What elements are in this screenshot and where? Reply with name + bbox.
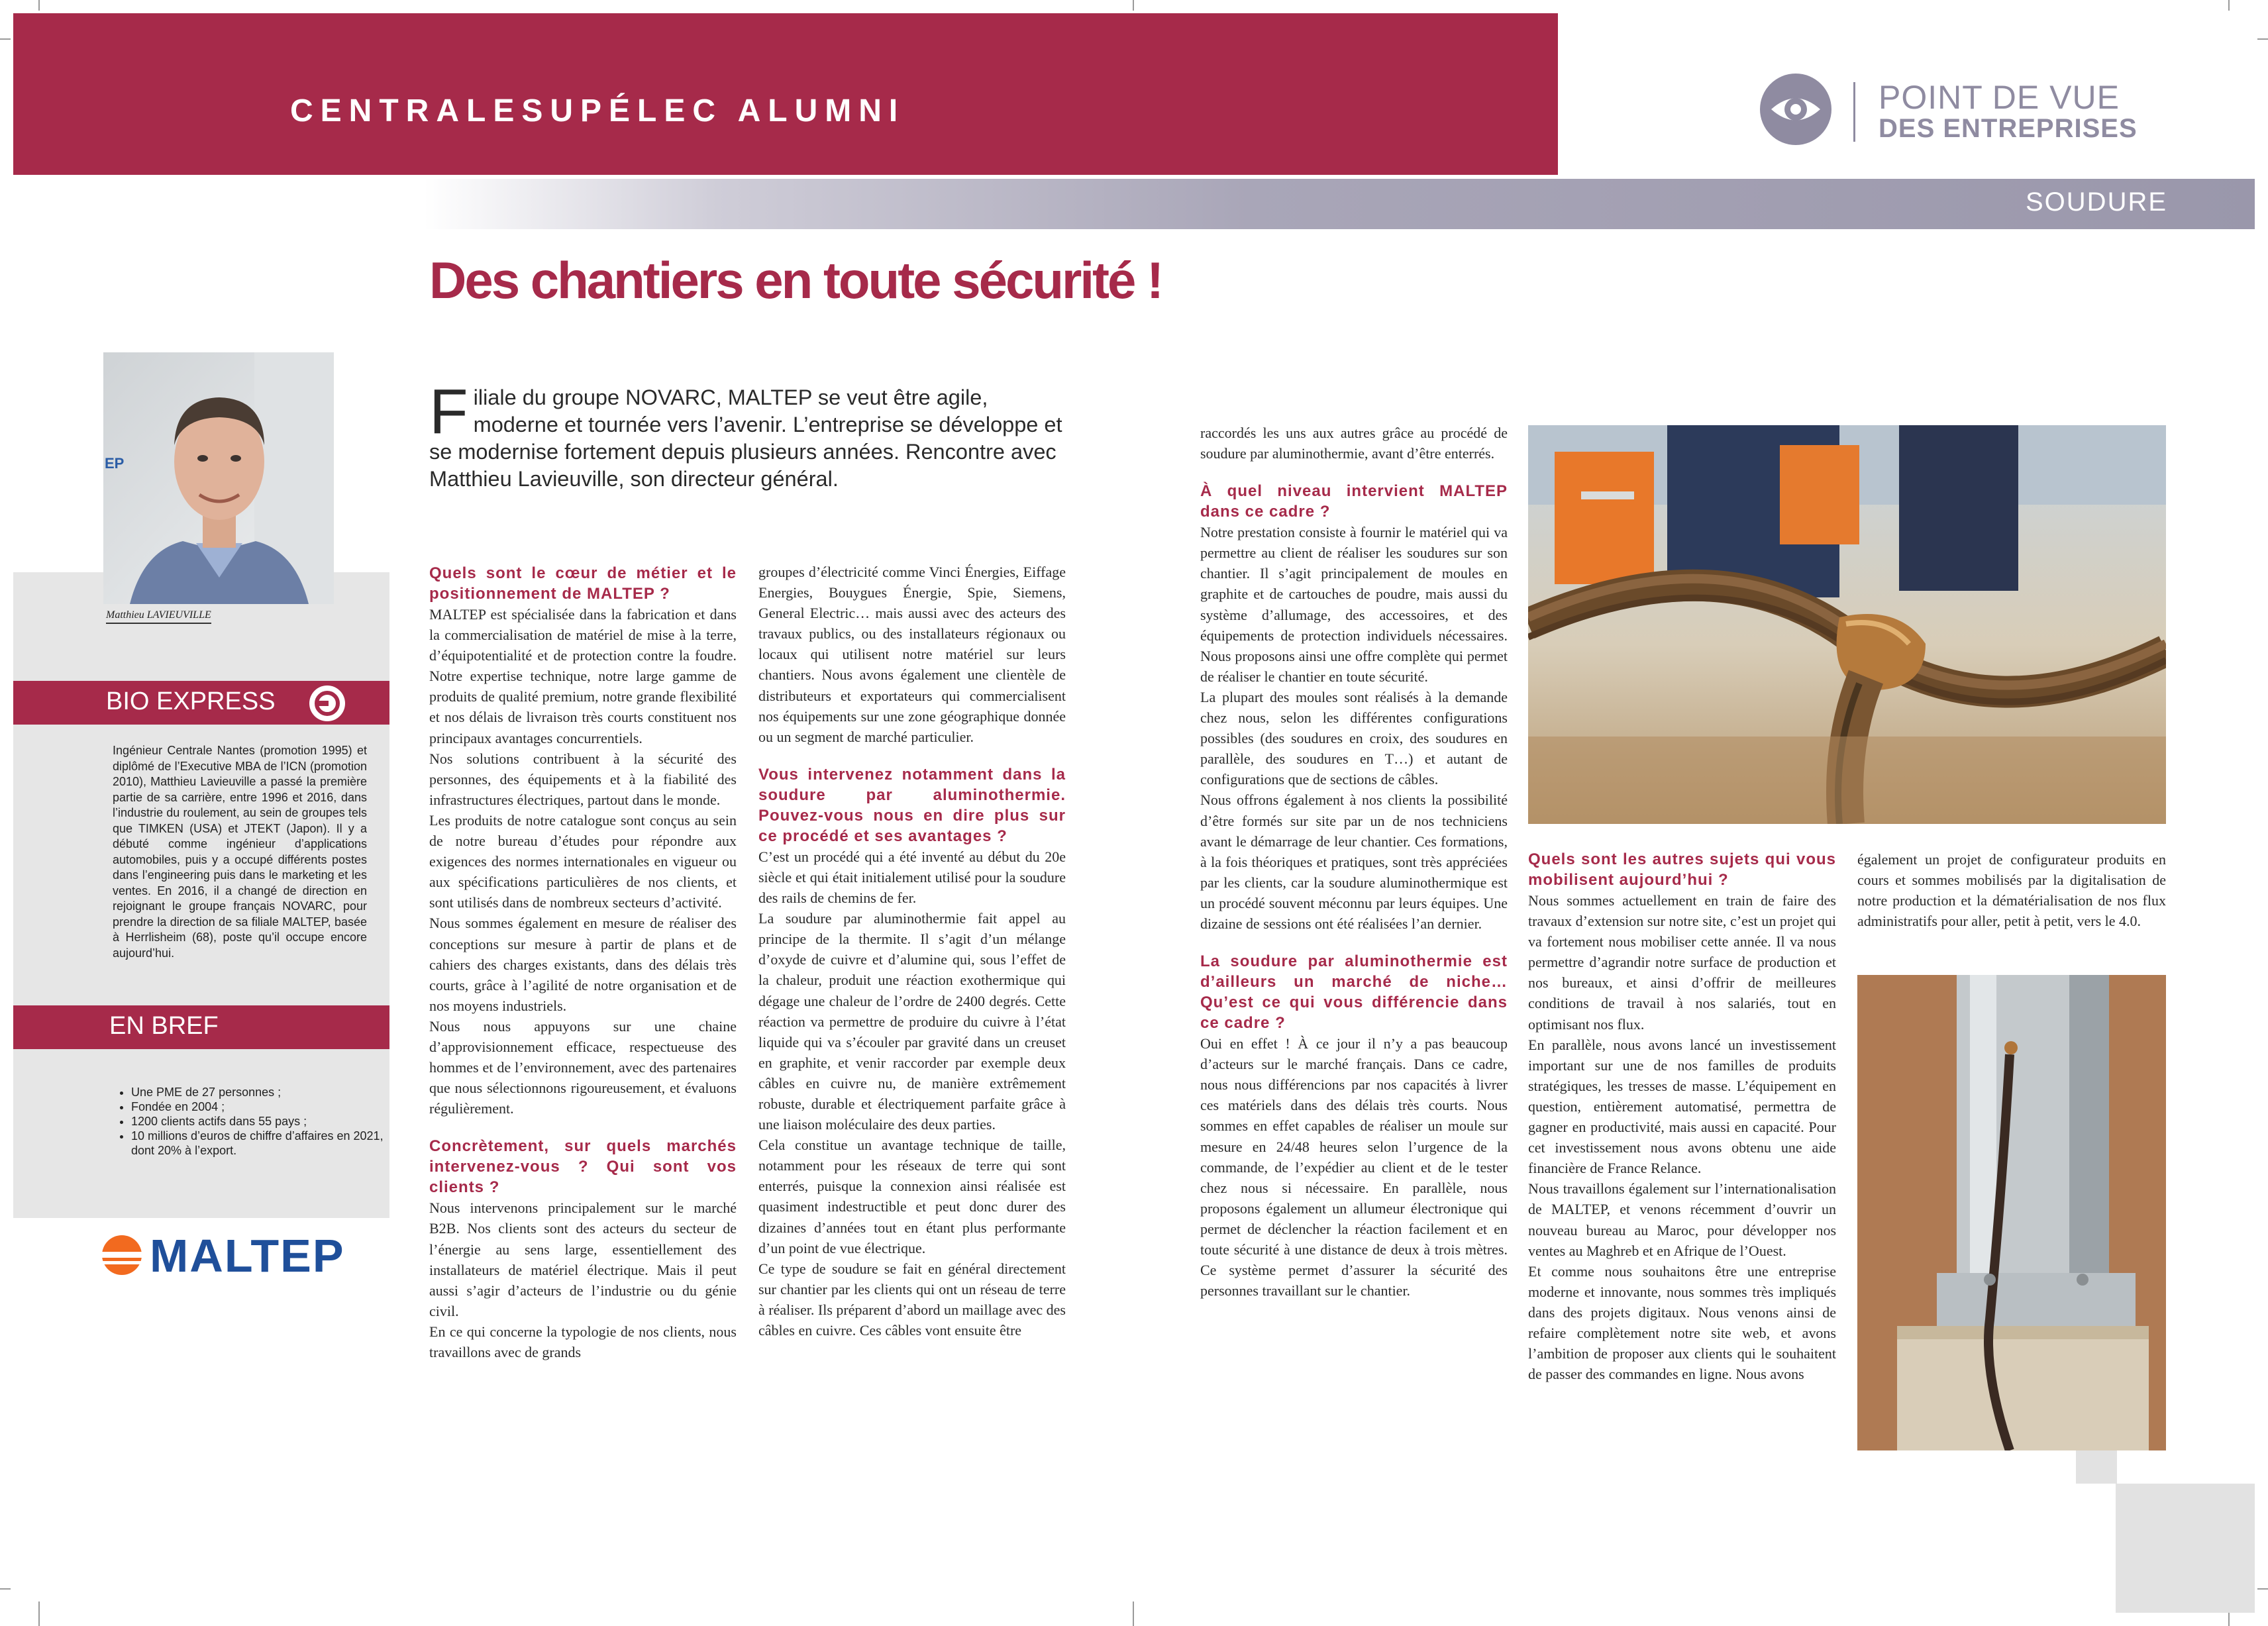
en-bref-title: EN BREF <box>109 1012 219 1040</box>
article-paragraph: Nous intervenons principalement sur le marché B2B. Nos clients sont des acteurs du secteur de l’énergie au sens large, essentiellement des installateurs de matériel électrique. Mais il peut aussi s’agir d’acteurs de l’industrie ou du génie civil. <box>429 1199 737 1319</box>
article-column-1 <box>429 563 737 1362</box>
article-question: Quels sont les autres sujets qui vous mobilisent aujourd’hui ? <box>1528 850 1836 889</box>
article-question: À quel niveau intervient MALTEP dans ce cadre ? <box>1200 482 1508 521</box>
article-paragraph: raccordés les uns aux autres grâce au procédé de soudure par aluminothermie, avant d’être enterrés. <box>1200 425 1508 462</box>
bio-express-title: BIO EXPRESS <box>106 687 276 715</box>
drop-cap: F <box>429 376 468 447</box>
crop-mark <box>0 38 11 40</box>
list-item: • Une PME de 27 personnes ; <box>131 1085 396 1099</box>
crop-mark <box>2257 38 2268 40</box>
article-question: Concrètement, sur quels marchés intervenez-vous ? Qui sont vos clients ? <box>429 1137 737 1197</box>
crop-mark <box>38 1601 40 1626</box>
portrait-photo <box>103 352 334 604</box>
list-item: • 1200 clients actifs dans 55 pays ; <box>131 1114 396 1129</box>
crop-mark <box>38 0 40 11</box>
crop-mark <box>2228 0 2230 11</box>
article-intro <box>429 376 1065 493</box>
magazine-brand: CENTRALESUPÉLEC ALUMNI <box>290 93 905 128</box>
section-band <box>424 179 2255 229</box>
en-bref-list <box>115 1085 396 1158</box>
article-title: Des chantiers en toute sécurité ! <box>429 251 1162 309</box>
article-question: La soudure par aluminothermie est d’ailleurs un marché de niche… Qu’est ce qui vous différencie dans ce cadre ? <box>1200 952 1508 1033</box>
article-paragraph: Oui en effet ! À ce jour il n’y a pas beaucoup d’acteurs sur le marché français. Dans ce cadre, nous nous différencions par nos capacités à livrer ces matériels dans des délais très courts. Nous sommes en effet capables de réaliser un moule sur mesure en 24/48 heures selon l’urgence de la commande, de l’expédier au client et de le tester chez nous si nécessaire. En parallèle, nous proposons également un allumeur électronique qui permet de déclencher la réaction facilement et en toute sécurité à une distance de deux à trois mètres. Ce système permet d’assurer la sécurité des personnes travaillant sur le chantier. <box>1200 1035 1508 1299</box>
article-paragraph: Notre prestation consiste à fournir le matériel qui va permettre au client de réaliser les soudures sur son chantier. Il s’agit principalement de moules en graphite et de cartouches de poudre, mais aussi du système d’allumage, des accessoires, et des équipements de protection individuels nécessaires. Nous proposons ainsi une offre complète qui permet de réaliser le chantier en toute sécurité. <box>1200 524 1508 685</box>
crop-mark <box>1133 0 1134 11</box>
bio-express-icon <box>309 685 346 722</box>
article-paragraph: MALTEP est spécialisée dans la fabrication et dans la commercialisation de matériel de mise à la terre, d’équipotentialité et de protection contre la foudre. Notre expertise technique, notre large gamme de produits de qualité premium, notre grande flexibilité et nos délais de livraison très courts constituent nos principaux avantages concurrentiels. <box>429 606 737 746</box>
article-column-5 <box>1857 849 2166 931</box>
article-paragraph: également un projet de configurateur produits en cours et sommes mobilisés par la digitalisation de notre production et la dématérialisation de nos flux administratifs pour aller, petit à petit, vers le 4.0. <box>1857 851 2166 930</box>
article-paragraph: La plupart des moules sont réalisés à la demande chez nous, selon les différentes configurations possibles (des soudures en croix, des soudures en parallèle, des soudures en T…) et autant de configurations que de sections de câbles. <box>1200 688 1508 788</box>
article-column-4 <box>1528 849 1836 1384</box>
article-paragraph: Nous travaillons également sur l’internationalisation de MALTEP, et venons récemment d’ouvrir un nouveau bureau au Maroc, pour développer nos ventes au Maghreb et en Afrique de l’Ouest. <box>1528 1180 1836 1259</box>
article-paragraph: Nous offrons également à nos clients la possibilité d’être formés sur site par un de nos techniciens avant le démarrage de leur chantier. Ces formations, à la fois théoriques et pratiques, sont très appréciées par les clients, car la soudure aluminothermique est un procédé souvent méconnu par leurs équipes. Une dizaine de sessions ont été réalisées l’an dernier. <box>1200 791 1508 932</box>
article-paragraph: En ce qui concerne la typologie de nos clients, nous travaillons avec de grands <box>429 1323 737 1360</box>
crop-mark <box>1133 1601 1134 1626</box>
article-question: Vous intervenez notamment dans la soudure par aluminothermie. Pouvez-vous nous en dire plus sur ce procédé et ses avantages ? <box>758 765 1066 845</box>
article-paragraph: Ce type de soudure se fait en général directement sur chantier par les clients qui ont un réseau de terre à réaliser. Ils préparent d’abord un maillage avec des câbles en cuivre. Ces câbles vont ensuite être <box>758 1260 1066 1339</box>
bio-express-text: Ingénieur Centrale Nantes (promotion 1995) et diplômé de l’Executive MBA de l’ICN (promotion 2010), Matthieu Lavieuville a passé la première partie de sa carrière, entre 1996 et 2016, dans l’industrie du roulement, au sein de groupes tels que TIMKEN (USA) et JTEKT (Japon). Il y a débuté comme ingénieur d’applications automobiles, puis y a occupé différents postes dans l’engineering puis dans le marketing et les ventes. En 2016, il a changé de direction en rejoignant le groupe français NOVARC, pour prendre la direction de sa filiale MALTEP, basée à Herrlisheim (68), poste qu’il occupe encore aujourd’hui. <box>113 744 367 960</box>
article-paragraph: Et comme nous souhaitons être une entreprise moderne et innovante, nous sommes très impliqués dans des projets digitaux. Nous venons ainsi de refaire complètement notre site web, et avons l’ambition de proposer aux clients qui le souhaitent de passer des commandes en ligne. Nous avons <box>1528 1262 1836 1383</box>
intro-text: iliale du groupe NOVARC, MALTEP se veut être agile, moderne et tournée vers l’avenir. L’entreprise se développe et se modernise fortement depuis plusieurs années. Rencontre avec Matthieu Lavieuville, son directeur général. <box>429 385 1062 491</box>
header-separator <box>1853 82 1855 142</box>
article-paragraph: Nous sommes également en mesure de réaliser des conceptions sur mesure à partir de plans et de cahiers des charges existants, dans des délais très courts, grâce à l’agilité de notre organisation et de nos moyens industriels. <box>429 915 737 1014</box>
article-question: Quels sont le cœur de métier et le positionnement de MALTEP ? <box>429 564 737 603</box>
corner-square-large <box>2116 1484 2255 1613</box>
rubric-subtitle: DES ENTREPRISES <box>1879 114 2138 143</box>
section-label: SOUDURE <box>2026 187 2168 217</box>
article-paragraph: Nos solutions contribuent à la sécurité des personnes, des équipements et à la fiabilité des infrastructures électriques, partout dans le monde. <box>429 750 737 808</box>
article-paragraph: groupes d’électricité comme Vinci Énergies, Eiffage Energies, Bouygues Énergie, Spie, Siemens, General Electric… mais aussi avec des acteurs des travaux publics, ou des installateurs régionaux ou locaux qui utilisent notre matériel sur leurs chantiers. Nous avons également une clientèle de distributeurs et exportateurs qui commercialisent nos équipements sur une zone géographique donnée ou un segment de marché particulier. <box>758 564 1066 745</box>
rubric-title: POINT DE VUE <box>1879 79 2120 116</box>
article-paragraph: En parallèle, nous avons lancé un investissement important sur une de nos familles de produits stratégiques, les tresses de masse. L’équipement en question, entièrement automatisé, permettra de gagner en productivité, mais aussi en capacité. Pour cet investissement nous avons obtenu une aide financière de France Relance. <box>1528 1036 1836 1177</box>
list-item: • 10 millions d’euros de chiffre d’affaires en 2021, dont 20% à l’export. <box>131 1129 396 1158</box>
article-column-2 <box>758 562 1066 1341</box>
article-paragraph: C’est un procédé qui a été inventé au début du 20e siècle et qui était initialement utilisé pour la soudure des rails de chemins de fer. <box>758 848 1066 907</box>
article-paragraph: La soudure par aluminothermie fait appel au principe de la thermite. Il s’agit d’un mélange d’oxyde de cuivre et d’alumine qui, sous l’effet de la chaleur, produit une réaction exothermique qui dégage une chaleur de l’ordre de 2400 degrés. Cette réaction va permettre de produire du cuivre à l’état liquide qui va s’écouler par gravité dans un creuset en graphite, et venir raccorder par exemple deux câbles en cuivre nu, de manière extrêmement robuste, durable et électriquement parfaite grâce à une liaison moléculaire des deux parties. <box>758 910 1066 1133</box>
article-column-3 <box>1200 423 1508 1301</box>
maltep-logo-text: MALTEP <box>150 1232 345 1278</box>
eye-icon <box>1759 73 1832 146</box>
article-paragraph: Cela constitue un avantage technique de taille, notamment pour les réseaux de terre qui sont enterrés, puisque la connexion ainsi réalisée est quasiment indestructible et peut donc durer des dizaines d’années tout en étant plus performante d’un point de vue électrique. <box>758 1137 1066 1256</box>
portrait-caption: Matthieu LAVIEUVILLE <box>106 609 211 624</box>
list-item: • Fondée en 2004 ; <box>131 1099 396 1114</box>
crop-mark <box>0 1588 11 1590</box>
crop-mark <box>2257 1588 2268 1590</box>
maltep-logo <box>101 1232 386 1278</box>
ground-rod-photo <box>1857 975 2166 1450</box>
svg-text:EP: EP <box>105 455 125 472</box>
article-paragraph: Nous sommes actuellement en train de faire des travaux d’extension sur notre site, c’est un projet qui va fortement nous mobiliser cette année. Il va nous permettre d’agrandir notre surface de production et nos bureaux, et ainsi d’offrir de meilleures conditions de travail à nos salariés, tout en optimisant nos flux. <box>1528 892 1836 1033</box>
corner-square-small <box>2076 1450 2117 1484</box>
welding-cable-photo <box>1528 425 2166 824</box>
article-paragraph: Nous nous appuyons sur une chaine d’approvisionnement efficace, respectueuse des hommes et de l’environnement, avec des partenaires que nous sélectionnons rigoureusement, et évaluons régulièrement. <box>429 1017 737 1117</box>
article-paragraph: Les produits de notre catalogue sont conçus au sein de notre bureau d’études pour répondre aux exigences des normes internationales en vigueur ou aux spécifications particulières de nos clients, et sont utilisés dans de nombreux secteurs d’activité. <box>429 811 737 911</box>
